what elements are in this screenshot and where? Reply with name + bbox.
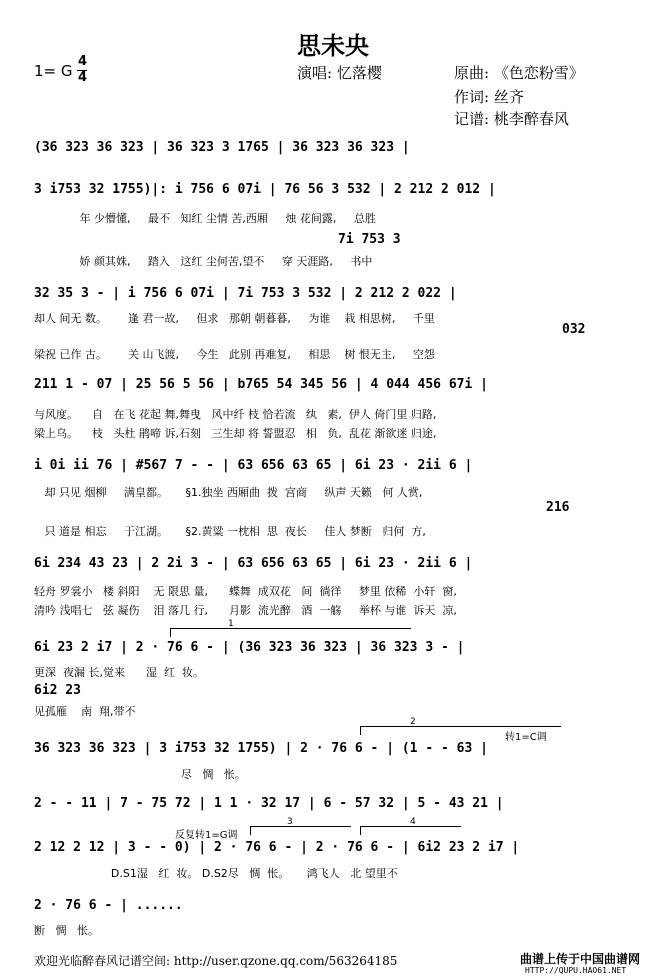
score-line-8: 36 323 36 323 | 3 i753 32 1755) | 2 · 76 6 - | (1 - - 63 |: [34, 741, 488, 756]
volta-bracket-4: [360, 826, 461, 835]
score-line-5: i 0i ii 76 | #567 7 - - | 63 656 63 65 | 6i 23 · 2ii 6 |: [34, 458, 473, 473]
footer-note: 欢迎光临醉春风记谱空间: http://user.qzone.qq.com/563264185: [34, 954, 398, 968]
lyric-line-2a: 年 少懵懂, 最不 知红 尘情 苦,西厢 烛 花间露, 总胜: [34, 212, 376, 225]
score-line-5-alt: 216: [546, 500, 570, 515]
lyric-line-4a: 与风度。 自 在飞 花起 舞,舞曳 风中纤 枝 恰若流 纨 素, 伊人 倚门里 归路,: [34, 408, 437, 421]
volta-bracket-1: [170, 628, 411, 637]
score-line-11: 2 · 76 6 - | ......: [34, 898, 183, 913]
lyric-line-8: 尽 惆 怅。: [34, 768, 246, 781]
time-signature-bottom: 4: [78, 70, 88, 85]
score-line-3: 32 35 3 - | i 756 6 07i | 7i 753 3 532 | 2 212 2 022 |: [34, 286, 457, 301]
score-line-7-alt: 6i2 23: [34, 683, 81, 698]
lyric-line-5a: 却 只见 烟柳 满皇都。 §1.独坐 西厢曲 拨 宫商 纵声 天籁 何 人赏,: [34, 486, 423, 499]
score-line-3-alt: 032: [562, 322, 586, 337]
watermark-title: 曲谱上传于中国曲谱网: [520, 952, 641, 966]
score-line-7: 6i 23 2 i7 | 2 · 76 6 - | (36 323 36 323 | 36 323 3 - |: [34, 640, 465, 655]
song-title: 思未央: [297, 31, 369, 60]
score-line-9: 2 - - 11 | 7 - 75 72 | 1 1 · 32 17 | 6 - 57 32 | 5 - 43 21 |: [34, 796, 504, 811]
key-signature: 1= G: [34, 62, 73, 80]
key-change-note: 转1=C调: [505, 732, 547, 743]
lyric-line-5b: 只 道是 相忘 于江湖。 §2.黄粱 一枕相 思 夜长 佳人 梦断 归何 方,: [34, 525, 426, 538]
volta-number-4: 4: [410, 817, 416, 827]
score-line-6: 6i 234 43 23 | 2 2i 3 - | 63 656 63 65 | 6i 23 · 2ii 6 |: [34, 556, 473, 571]
score-line-4: 211 1 - 07 | 25 56 5 56 | b765 54 345 56 | 4 044 456 67i |: [34, 377, 488, 392]
singer: 演唱: 忆落樱: [297, 64, 382, 82]
original-song: 原曲: 《色恋粉雪》: [454, 64, 584, 82]
lyricist: 作词: 丝齐: [454, 88, 524, 106]
volta-number-3: 3: [287, 817, 293, 827]
volta-number-2: 2: [410, 717, 416, 727]
lyric-line-7b: 见孤雁 南 翔,带不: [34, 705, 136, 718]
time-signature-top: 4: [78, 54, 88, 69]
score-line-2-alt: 7i 753 3: [338, 232, 401, 247]
watermark-url: HTTP://QUPU.HAO61.NET: [525, 966, 627, 975]
repeat-key-change-note: 反复转1=G调: [175, 830, 238, 841]
score-line-1: (36 323 36 323 | 36 323 3 1765 | 36 323 36 323 |: [34, 140, 410, 155]
lyric-line-3a: 却人 间无 数。 逢 君一故, 但求 那朝 朝暮暮, 为谁 栽 相思树, 千里: [34, 312, 435, 325]
lyric-line-2b: 娇 颜其姝, 踏入 这红 尘何苦,望不 穿 天涯路, 书中: [34, 255, 373, 268]
transcriber: 记谱: 桃李醉春风: [454, 110, 569, 128]
lyric-line-3b: 梁祝 已作 古。 关 山飞渡, 今生 此别 再难复, 相思 树 恨无主, 空怨: [34, 348, 435, 361]
lyric-line-7a: 更深 夜漏 长,觉来 湿 红 妆。: [34, 666, 204, 679]
volta-bracket-3: [250, 826, 351, 835]
score-line-10: 2 12 2 12 | 3 - - 0) | 2 · 76 6 - | 2 · 76 6 - | 6i2 23 2 i7 |: [34, 840, 520, 855]
lyric-line-6b: 清吟 浅唱七 弦 凝伤 泪 落几 行, 月影 流光醉 酒 一觞 举杯 与谁 诉天 凉,: [34, 604, 457, 617]
lyric-line-4b: 梁上乌。 枝 头杜 鹃啼 诉,石刻 三生却 将 誓盟忍 相 负, 乱花 渐欲迷 归途,: [34, 427, 437, 440]
lyric-line-10: D.S1湿 红 妆。 D.S2尽 惆 怅。 鸿飞人 北 望里不: [34, 867, 398, 880]
volta-number-1: 1: [228, 619, 234, 629]
lyric-line-11: 断 惆 怅。: [34, 924, 99, 937]
lyric-line-6a: 轻舟 罗裳小 楼 斜阳 无 限思 量, 蝶舞 成双花 间 徜徉 梦里 依稀 小轩 窗,: [34, 585, 457, 598]
score-line-2: 3 i753 32 1755)|: i 756 6 07i | 76 56 3 532 | 2 212 2 012 |: [34, 182, 496, 197]
